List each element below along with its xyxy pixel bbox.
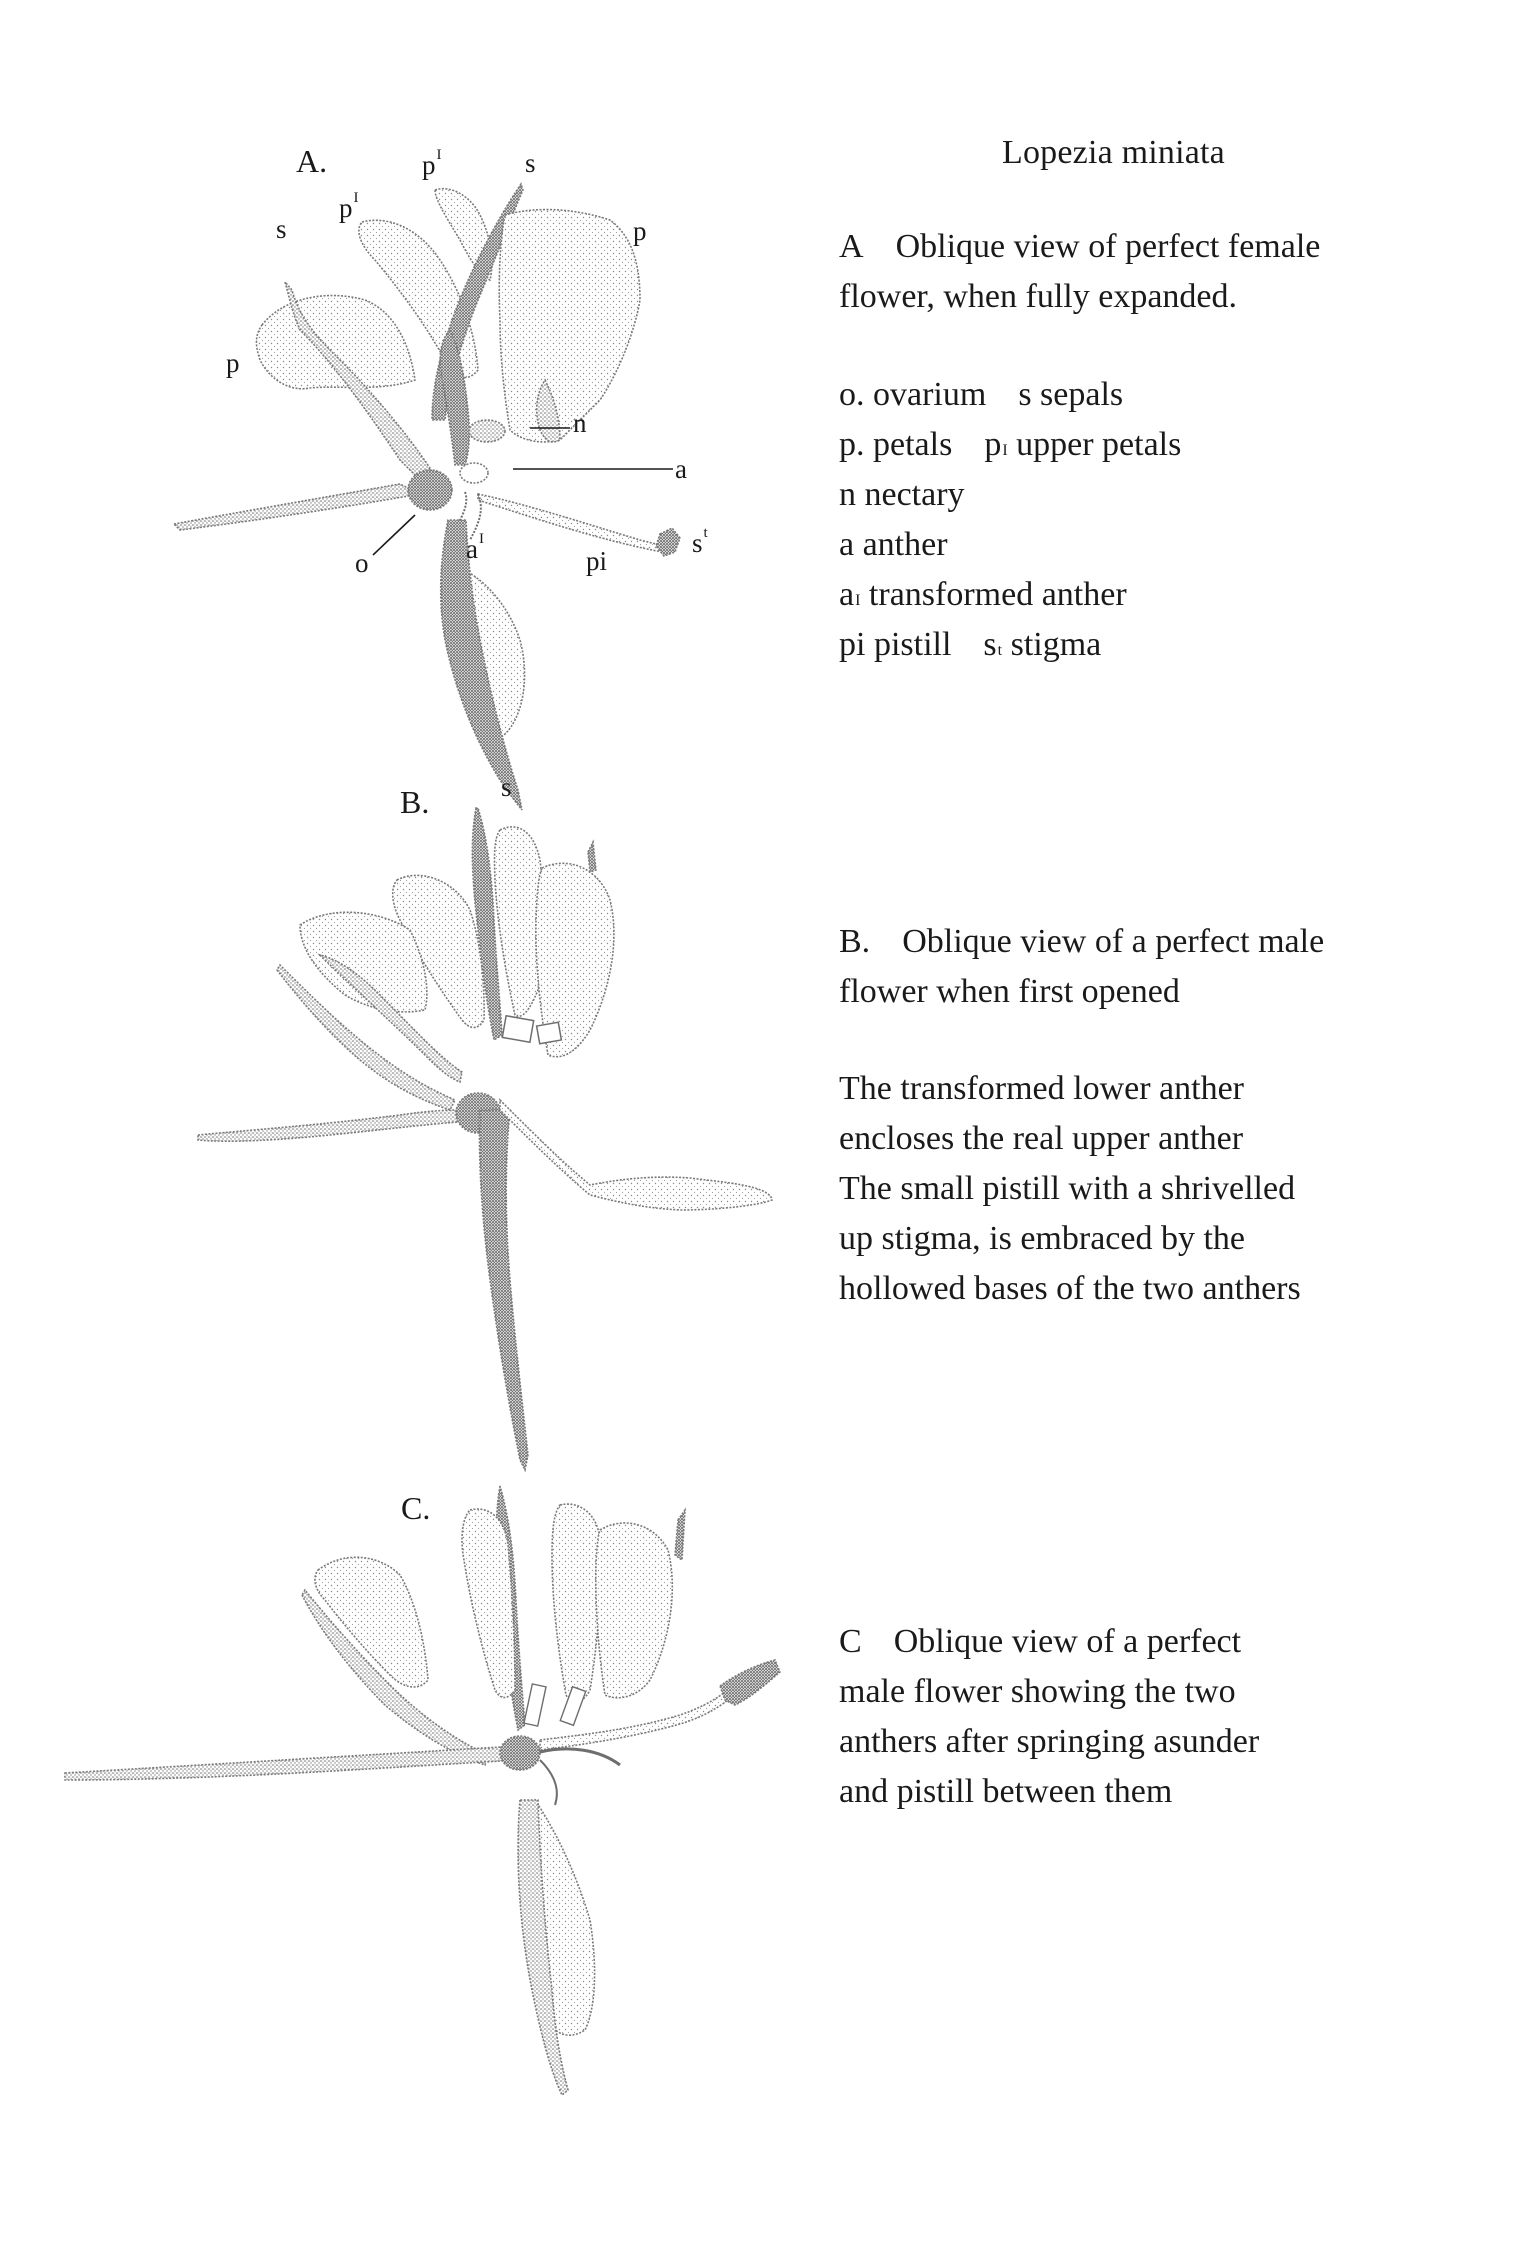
figure-a-label: A.: [296, 143, 328, 179]
figure-b-drawing: [198, 808, 772, 1470]
label-pistill: pi: [586, 546, 608, 576]
legend-item-anther: a anther: [839, 526, 948, 563]
figure-b-label: B.: [400, 784, 430, 820]
caption-c-line-2: male flower showing the two: [839, 1673, 1236, 1710]
label-anther: a: [675, 454, 687, 484]
caption-figure-b: [839, 917, 1324, 1017]
caption-b-body-line-2: encloses the real upper anther: [839, 1120, 1244, 1157]
parts-legend: [839, 370, 1181, 670]
caption-figure-b-body: [839, 1064, 1301, 1314]
label-petal-right: p: [633, 216, 647, 246]
label-sepal-bottom: s: [501, 772, 512, 802]
caption-figure-a: [839, 222, 1320, 322]
caption-c-line-4: and pistill between them: [839, 1773, 1173, 1810]
caption-b-body-line-5: hollowed bases of the two anthers: [839, 1270, 1301, 1307]
label-ovarium: o: [355, 548, 369, 578]
label-upper-petal-top: $p^I$: [422, 147, 442, 180]
label-stigma: $s^t$: [692, 525, 708, 558]
label-upper-petal-left: $p^I$: [339, 190, 359, 223]
legend-item-petals-upper-petals: p. petals $p^I$ upper petals: [839, 426, 1182, 463]
figure-c-drawing: [65, 1486, 780, 2095]
legend-item-transformed-anther: $a^I$ transformed anther: [839, 576, 1127, 613]
label-transformed-anther: $a^I$: [466, 531, 484, 564]
legend-item-nectary: n nectary: [839, 476, 965, 513]
figure-c-label: C.: [401, 1490, 431, 1526]
legend-item-ovarium-sepals: o. ovarium s sepals: [839, 376, 1124, 413]
label-petal-left: p: [226, 348, 240, 378]
caption-b-line-2: flower when first opened: [839, 973, 1180, 1010]
caption-c-line-3: anthers after springing asunder: [839, 1723, 1260, 1760]
plate-title: Lopezia miniata: [1002, 134, 1225, 171]
caption-a-line-1: A Oblique view of perfect female: [839, 228, 1321, 265]
caption-b-body-line-3: The small pistill with a shrivelled: [839, 1170, 1296, 1207]
label-sepal-left: s: [276, 214, 287, 244]
caption-c-line-1: C Oblique view of a perfect: [839, 1623, 1242, 1660]
caption-a-line-2: flower, when fully expanded.: [839, 278, 1238, 315]
caption-b-body-line-4: up stigma, is embraced by the: [839, 1220, 1246, 1257]
label-sepal-top: s: [525, 148, 536, 178]
caption-b-line-1: B. Oblique view of a perfect male: [839, 923, 1325, 960]
figure-a-drawing: [174, 184, 680, 810]
legend-item-pistill-stigma: pi pistill $s^t$ stigma: [839, 626, 1102, 663]
label-nectary: n: [573, 408, 587, 438]
caption-b-body-line-1: The transformed lower anther: [839, 1070, 1244, 1107]
caption-figure-c: [839, 1617, 1259, 1817]
